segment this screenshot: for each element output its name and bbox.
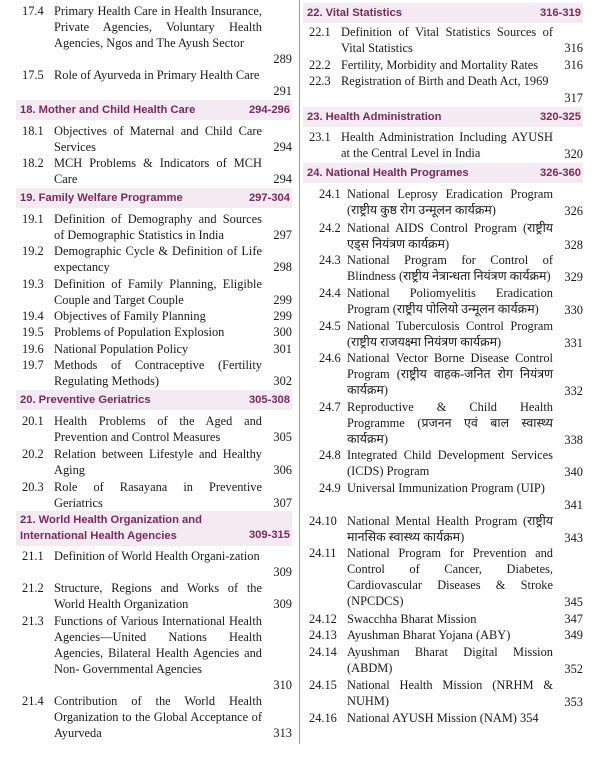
- entry-number: 19.3: [22, 277, 44, 291]
- toc-entry[interactable]: [22, 123, 292, 155]
- entry-page: 332: [564, 384, 583, 398]
- entry-page: 326: [564, 204, 583, 218]
- entry-title: National Tuberculosis Control Program (राष्ट्रीय राजयक्ष्मा नियंत्रण कार्यक्रम): [347, 319, 553, 349]
- entry-title: Ayushman Bharat Yojana (ABY): [347, 628, 511, 642]
- toc-entry[interactable]: [22, 446, 292, 478]
- column-divider: [299, 0, 300, 744]
- entry-page: 352: [564, 662, 583, 676]
- toc-entry[interactable]: [309, 513, 583, 545]
- toc-entry[interactable]: [22, 324, 292, 340]
- toc-entry[interactable]: [309, 186, 583, 218]
- entry-title: MCH Problems & Indicators of MCH Care: [54, 156, 262, 186]
- entry-page: 340: [564, 465, 583, 479]
- entry-page: 306: [273, 463, 292, 477]
- entry-number: 24.7: [319, 400, 341, 414]
- entry-title: National AYUSH Mission (NAM) 354: [347, 711, 539, 725]
- entry-title: Registration of Birth and Death Act, 1969: [341, 74, 549, 88]
- chapter-heading[interactable]: [16, 188, 292, 208]
- entry-number: 24.4: [319, 286, 341, 300]
- entry-title: Methods of Contraceptive (Fertility Regulating Methods): [54, 358, 262, 388]
- toc-entry[interactable]: [309, 447, 583, 479]
- entry-page: 289: [273, 52, 292, 66]
- entry-title: Objectives of Family Planning: [54, 309, 206, 323]
- entry-number: 24.2: [319, 221, 341, 235]
- entry-title: Definition of Vital Statistics Sources of Vital Statistics: [341, 25, 553, 55]
- entry-title: Definition of World Health Organi-zation: [54, 549, 260, 563]
- entry-title: Ayushman Bharat Digital Mission (ABDM): [347, 645, 553, 675]
- entry-number: 19.1: [22, 212, 44, 226]
- entry-title: National Program for Prevention and Control of Cancer, Diabetes, Cardiovascular Diseases & Stroke (NPCDCS): [347, 546, 553, 608]
- toc-entry[interactable]: [309, 285, 583, 317]
- chapter-title: 24. National Health Programes: [307, 167, 469, 179]
- entry-number: 21.3: [22, 614, 44, 628]
- entry-page: 331: [564, 336, 583, 350]
- toc-entry[interactable]: [22, 308, 292, 324]
- entry-number: 19.6: [22, 342, 44, 356]
- entry-number: 22.1: [309, 25, 331, 39]
- entry-title: Role of Rasayana in Preventive Geriatrics: [54, 480, 262, 510]
- chapter-pages: 326-360: [539, 167, 581, 179]
- toc-entry[interactable]: [309, 57, 583, 73]
- toc-entry[interactable]: [309, 611, 583, 627]
- toc-entry[interactable]: [22, 276, 292, 308]
- chapter-title: 18. Mother and Child Health Care: [20, 104, 196, 116]
- entry-number: 24.16: [309, 711, 337, 725]
- toc-entry[interactable]: [22, 413, 292, 445]
- entry-number: 24.11: [309, 546, 337, 560]
- entry-title: Health Administration Including AYUSH at the Central Level in India: [341, 130, 553, 160]
- entry-page: 320: [564, 147, 583, 161]
- entry-title: Swacchha Bharat Mission: [347, 612, 477, 626]
- entry-number: 24.6: [319, 351, 341, 365]
- entry-number: 18.2: [22, 156, 44, 170]
- entry-number: 20.1: [22, 414, 44, 428]
- entry-number: 24.9: [319, 481, 341, 495]
- entry-page: 338: [564, 433, 583, 447]
- toc-entry[interactable]: [309, 129, 583, 161]
- entry-page: 313: [273, 726, 292, 740]
- toc-entry[interactable]: [22, 357, 292, 389]
- entry-page: 297: [273, 228, 292, 242]
- toc-entry[interactable]: [22, 341, 292, 357]
- toc-entry[interactable]: [22, 211, 292, 243]
- chapter-title: 23. Health Administration: [307, 111, 442, 123]
- toc-entry[interactable]: [22, 580, 292, 612]
- entry-title: National AIDS Control Program (राष्ट्रीय एड्स नियंत्रण कार्यक्रम): [347, 221, 553, 251]
- entry-number: 19.2: [22, 244, 44, 258]
- entry-page: 328: [564, 238, 583, 252]
- chapter-title: 19. Family Welfare Programme: [20, 192, 183, 204]
- entry-number: 19.4: [22, 309, 44, 323]
- entry-page: 343: [564, 531, 583, 545]
- entry-title: Universal Immunization Program (UIP): [347, 481, 545, 495]
- toc-entry[interactable]: [22, 479, 292, 511]
- chapter-heading[interactable]: [16, 511, 292, 546]
- chapter-pages: 320-325: [539, 111, 581, 123]
- entry-title: Problems of Population Explosion: [54, 325, 225, 339]
- chapter-title: 22. Vital Statistics: [307, 7, 402, 19]
- chapter-pages: 297-304: [248, 192, 290, 204]
- toc-entry[interactable]: [22, 548, 292, 579]
- entry-title: Definition of Demography and Sources of Demographic Statistics in India: [54, 212, 262, 242]
- entry-number: 19.7: [22, 358, 44, 372]
- entry-title: Reproductive & Child Health Programme (प्रजनन एवं बाल स्वास्थ्य कार्यक्रम): [347, 400, 553, 446]
- entry-title: Structure, Regions and Works of the World Health Organization: [54, 581, 262, 611]
- entry-number: 20.2: [22, 447, 44, 461]
- entry-title: National Health Mission (NRHM & NUHM): [347, 678, 553, 708]
- toc-entry[interactable]: [22, 67, 292, 98]
- entry-number: 24.3: [319, 253, 341, 267]
- entry-number: 24.5: [319, 319, 341, 333]
- entry-number: 22.3: [309, 74, 331, 88]
- toc-entry[interactable]: [309, 318, 583, 350]
- entry-title: National Mental Health Program (राष्ट्रीय मानसिक स्वास्थ्य कार्यक्रम): [347, 514, 553, 544]
- entry-page: 341: [564, 498, 583, 512]
- entry-page: 310: [273, 678, 292, 692]
- entry-title: Contribution of the World Health Organization to the Global Acceptance of Ayurveda: [54, 694, 262, 740]
- entry-page: 309: [273, 565, 292, 579]
- chapter-heading[interactable]: [303, 3, 583, 23]
- entry-title: Functions of Various International Health Agencies—United Nations Health Agencies, Bilateral Health Agencies and Non- Governmental Agencies: [54, 614, 262, 676]
- entry-page: 353: [564, 695, 583, 709]
- entry-number: 24.14: [309, 645, 337, 659]
- entry-title: Integrated Child Development Services (ICDS) Program: [347, 448, 553, 478]
- entry-page: 317: [564, 91, 583, 105]
- entry-page: 305: [273, 430, 292, 444]
- chapter-pages: 316-319: [539, 7, 581, 19]
- entry-page: 316: [564, 41, 583, 55]
- entry-title: Objectives of Maternal and Child Care Services: [54, 124, 262, 154]
- entry-title: Primary Health Care in Health Insurance, Private Agencies, Voluntary Health Agencies, Ngos and The Ayush Sector: [54, 4, 262, 50]
- entry-title: Demographic Cycle & Definition of Life expectancy: [54, 244, 262, 274]
- entry-number: 24.12: [309, 612, 337, 626]
- toc-entry[interactable]: [22, 693, 292, 741]
- chapter-heading[interactable]: [16, 390, 292, 410]
- toc-entry[interactable]: [309, 710, 583, 726]
- entry-page: 307: [273, 496, 292, 510]
- entry-page: 349: [564, 628, 583, 642]
- entry-number: 24.13: [309, 628, 337, 642]
- entry-page: 345: [564, 595, 583, 609]
- toc-entry[interactable]: [22, 155, 292, 187]
- toc-entry[interactable]: [309, 644, 583, 676]
- toc-entry[interactable]: [309, 252, 583, 284]
- chapter-pages: 305-308: [248, 394, 290, 406]
- entry-page: 301: [273, 342, 292, 356]
- entry-number: 21.4: [22, 694, 44, 708]
- entry-number: 17.4: [22, 4, 44, 18]
- toc-entry[interactable]: [22, 3, 292, 66]
- toc-entry[interactable]: [309, 73, 583, 105]
- entry-page: 347: [564, 612, 583, 626]
- entry-page: 300: [273, 325, 292, 339]
- entry-page: 299: [273, 293, 292, 307]
- entry-page: 309: [273, 597, 292, 611]
- entry-page: 316: [564, 58, 583, 72]
- entry-number: 22.2: [309, 58, 331, 72]
- toc-entry[interactable]: [309, 545, 583, 609]
- entry-number: 24.8: [319, 448, 341, 462]
- chapter-heading[interactable]: [303, 163, 583, 183]
- entry-title: National Population Policy: [54, 342, 189, 356]
- entry-page: 298: [273, 260, 292, 274]
- entry-number: 24.10: [309, 514, 337, 528]
- entry-title: Role of Ayurveda in Primary Health Care: [54, 68, 260, 82]
- chapter-pages: 294-296: [248, 104, 290, 116]
- entry-title: National Poliomyelitis Eradication Program (राष्ट्रीय पोलियो उन्मूलन कार्यक्रम): [347, 286, 553, 316]
- entry-number: 18.1: [22, 124, 44, 138]
- entry-page: 302: [273, 374, 292, 388]
- entry-number: 21.2: [22, 581, 44, 595]
- toc-entry[interactable]: [22, 613, 292, 692]
- chapter-pages: 309-315: [248, 529, 290, 541]
- entry-title: Health Problems of the Aged and Prevention and Control Measures: [54, 414, 262, 444]
- entry-number: 21.1: [22, 549, 44, 563]
- entry-number: 24.15: [309, 678, 337, 692]
- entry-title: Definition of Family Planning, Eligible Couple and Target Couple: [54, 277, 262, 307]
- entry-number: 20.3: [22, 480, 44, 494]
- entry-number: 19.5: [22, 325, 44, 339]
- chapter-title: 21. World Health Organization and International Health Agencies: [20, 514, 202, 542]
- toc-entry[interactable]: [22, 243, 292, 275]
- entry-number: 23.1: [309, 130, 331, 144]
- entry-page: 330: [564, 303, 583, 317]
- entry-title: National Leprosy Eradication Program (राष्ट्रीय कुष्ठ रोग उन्मूलन कार्यक्रम): [347, 187, 553, 217]
- entry-title: National Vector Borne Disease Control Program (राष्ट्रीय वाहक-जनित रोग नियंत्रण कार्यक्रम): [347, 351, 553, 397]
- entry-page: 294: [273, 140, 292, 154]
- entry-number: 17.5: [22, 68, 44, 82]
- entry-page: 291: [273, 84, 292, 98]
- entry-title: Relation between Lifestyle and Healthy Aging: [54, 447, 262, 477]
- entry-title: Fertility, Morbidity and Mortality Rates: [341, 58, 539, 72]
- entry-page: 329: [564, 270, 583, 284]
- toc-entry[interactable]: [309, 24, 583, 56]
- toc-entry[interactable]: [309, 399, 583, 447]
- toc-entry[interactable]: [309, 627, 583, 643]
- entry-number: 24.1: [319, 187, 341, 201]
- toc-entry[interactable]: [309, 350, 583, 398]
- entry-title: National Program for Control of Blindness (राष्ट्रीय नेत्रान्धता नियंत्रण कार्यक्रम): [347, 253, 553, 283]
- toc-entry[interactable]: [309, 677, 583, 709]
- toc-entry[interactable]: [309, 220, 583, 252]
- chapter-heading[interactable]: [303, 107, 583, 127]
- entry-page: 299: [273, 309, 292, 323]
- entry-page: 294: [273, 172, 292, 186]
- toc-entry[interactable]: [309, 480, 583, 512]
- chapter-title: 20. Preventive Geriatrics: [20, 394, 151, 406]
- chapter-heading[interactable]: [16, 100, 292, 120]
